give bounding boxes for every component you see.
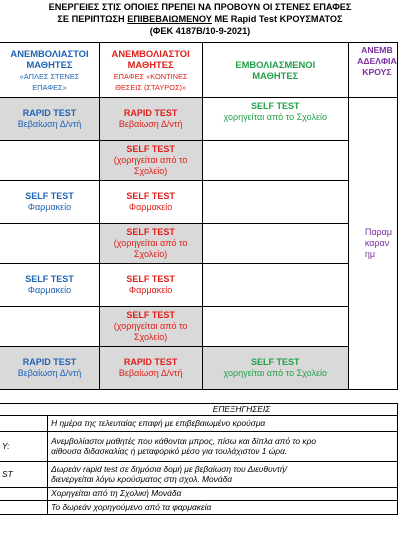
cell-test-source: χορηγείται από το Σχολείο bbox=[223, 112, 327, 122]
cell-test-type: SELF TEST bbox=[25, 274, 74, 284]
explanation-text bbox=[48, 431, 398, 461]
title-line-2-pre: ΣΕ ΠΕΡΙΠΤΩΣΗ bbox=[57, 14, 128, 24]
explanation-key bbox=[0, 487, 48, 500]
table-row bbox=[0, 98, 398, 141]
siblings-note: Παραμ καραν ημ bbox=[364, 227, 393, 259]
table-cell bbox=[202, 224, 348, 264]
cell-test-source: Βεβαίωση Δ/ντή bbox=[118, 368, 183, 378]
cell-test-source: Βεβαίωση Δ/ντή bbox=[118, 119, 183, 129]
cell-test-source: Βεβαίωση Δ/ντή bbox=[17, 119, 82, 129]
explanation-row bbox=[0, 415, 398, 431]
cell-test-source: Φαρμακείο bbox=[27, 202, 72, 212]
header-col4-title: ΑΝΕΜΒ ΑΔΕΛΦΙΑ ΚΡΟΥΣ bbox=[357, 45, 397, 77]
explanation-key: ST bbox=[0, 461, 48, 487]
title-line-3: (ΦΕΚ 4187Β/10-9-2021) bbox=[149, 26, 251, 36]
table-cell bbox=[202, 264, 348, 307]
cell-test-type: RAPID TEST bbox=[22, 357, 77, 367]
cell-test-source: (χορηγείται από το Σχολείο) bbox=[113, 238, 188, 259]
table-row bbox=[0, 141, 398, 181]
table-row bbox=[0, 307, 398, 347]
table-row bbox=[0, 224, 398, 264]
table-cell bbox=[202, 307, 348, 347]
table-cell bbox=[0, 181, 99, 224]
table-cell bbox=[99, 181, 202, 224]
cell-test-source: Φαρμακείο bbox=[128, 202, 173, 212]
table-cell bbox=[99, 141, 202, 181]
explanation-row bbox=[0, 431, 398, 461]
header-col1-title: ΑΝΕΜΒΟΛΙΑΣΤΟΙ ΜΑΘΗΤΕΣ bbox=[10, 47, 89, 70]
cell-test-source: χορηγείται από το Σχολείο bbox=[223, 368, 327, 378]
explanation-row bbox=[0, 487, 398, 500]
table-cell bbox=[202, 347, 348, 390]
cell-test-type: SELF TEST bbox=[25, 191, 74, 201]
title-line-2 bbox=[0, 13, 400, 25]
cell-test-source: Φαρμακείο bbox=[128, 285, 173, 295]
explanation-text: Η ημέρα της τελευταίας επαφή με επιβεβαιωμένο κρούσμα bbox=[48, 415, 398, 431]
header-unvaccinated-simple bbox=[0, 43, 99, 98]
explanation-row bbox=[0, 461, 398, 487]
table-row bbox=[0, 347, 398, 390]
table-cell bbox=[202, 141, 348, 181]
table-cell bbox=[0, 141, 99, 181]
document-title bbox=[0, 1, 400, 37]
cell-test-type: SELF TEST bbox=[250, 101, 300, 111]
table-cell bbox=[202, 98, 348, 141]
header-col2-title: ΑΝΕΜΒΟΛΙΑΣΤΟΙ ΜΑΘΗΤΕΣ bbox=[111, 47, 190, 70]
cell-test-type: SELF TEST bbox=[126, 310, 175, 320]
cell-test-type: SELF TEST bbox=[250, 357, 300, 367]
table-row bbox=[0, 264, 398, 307]
table-cell bbox=[0, 307, 99, 347]
explanation-text-line: Δωρεάν rapid test σε δημόσια δομή με βεβαίωση του Διευθυντή/ bbox=[51, 463, 287, 474]
actions-table bbox=[0, 42, 398, 390]
table-cell bbox=[99, 307, 202, 347]
explanation-key: Y: bbox=[0, 431, 48, 461]
cell-test-type: SELF TEST bbox=[126, 274, 175, 284]
explanation-text-line: Ανεμβολίαστοι μαθητές που κάθονται μπρος, πίσω και δίπλα από το κρο bbox=[51, 435, 317, 446]
explanation-key bbox=[0, 415, 48, 431]
table-cell bbox=[0, 98, 99, 141]
header-col1-subtitle: «ΑΠΛΕΣ ΣΤΕΝΕΣ ΕΠΑΦΕΣ» bbox=[19, 71, 80, 92]
table-cell bbox=[0, 347, 99, 390]
explanation-text-line: διενεργείται λόγω κρούσματος στη σχολ. Μονάδα bbox=[51, 474, 233, 484]
explanation-key bbox=[0, 500, 48, 514]
cell-test-type: RAPID TEST bbox=[22, 108, 77, 118]
explanations-header-row bbox=[0, 404, 398, 416]
cell-test-source: Φαρμακείο bbox=[27, 285, 72, 295]
table-cell bbox=[0, 224, 99, 264]
header-unvaccinated-close bbox=[99, 43, 202, 98]
title-line-2-post: ΜΕ Rapid Test ΚΡΟΥΣΜΑΤΟΣ bbox=[211, 14, 343, 24]
title-line-1: ΕΝΕΡΓΕΙΕΣ ΣΤΙΣ ΟΠΟΙΕΣ ΠΡΕΠΕΙ ΝΑ ΠΡΟΒΟΥΝ ΟΙ ΣΤΕΝΕΣ ΕΠΑΦΕΣ bbox=[48, 2, 352, 12]
header-vaccinated bbox=[202, 43, 348, 98]
header-col2-subtitle: ΕΠΑΦΕΣ «ΚΟΝΤΙΝΕΣ ΘΕΣΕΙΣ (ΣΤΑΥΡΟΣ)» bbox=[113, 71, 188, 92]
cell-test-type: SELF TEST bbox=[126, 227, 175, 237]
explanation-text: Το δωρεάν χορηγούμενο από τα φαρμακεία bbox=[48, 500, 398, 514]
cell-test-type: SELF TEST bbox=[126, 144, 175, 154]
siblings-column-cell bbox=[348, 98, 397, 390]
table-cell bbox=[99, 224, 202, 264]
header-col3-title: ΕΜΒΟΛΙΑΣΜΕΝΟΙ ΜΑΘΗΤΕΣ bbox=[235, 58, 316, 81]
table-cell bbox=[99, 264, 202, 307]
cell-test-source: (χορηγείται από το Σχολείο) bbox=[113, 155, 188, 176]
cell-test-type: RAPID TEST bbox=[123, 108, 178, 118]
table-cell bbox=[99, 98, 202, 141]
cell-test-type: RAPID TEST bbox=[123, 357, 178, 367]
explanation-text bbox=[48, 461, 398, 487]
table-row bbox=[0, 181, 398, 224]
cell-test-source: (χορηγείται από το Σχολείο) bbox=[113, 321, 188, 342]
title-line-2-underlined: ΕΠΙΒΕΒΑΙΩΜΕΝΟΥ bbox=[127, 14, 212, 24]
explanation-row bbox=[0, 500, 398, 514]
explanations-table bbox=[0, 403, 398, 515]
table-cell bbox=[99, 347, 202, 390]
header-row bbox=[0, 43, 398, 98]
header-siblings bbox=[348, 43, 397, 98]
explanation-text: Χορηγείται από τη Σχολική Μονάδα bbox=[48, 487, 398, 500]
table-cell bbox=[202, 181, 348, 224]
cell-test-type: SELF TEST bbox=[126, 191, 175, 201]
explanations-header: ΕΠΕΞΗΓΗΣΕΙΣ bbox=[0, 404, 398, 416]
table-cell bbox=[0, 264, 99, 307]
explanation-text-line: αίθουσα διδασκαλίας ή μεταφορικό μέσο για τουλάχιστον 1 ώρα. bbox=[51, 446, 288, 456]
cell-test-source: Βεβαίωση Δ/ντή bbox=[17, 368, 82, 378]
